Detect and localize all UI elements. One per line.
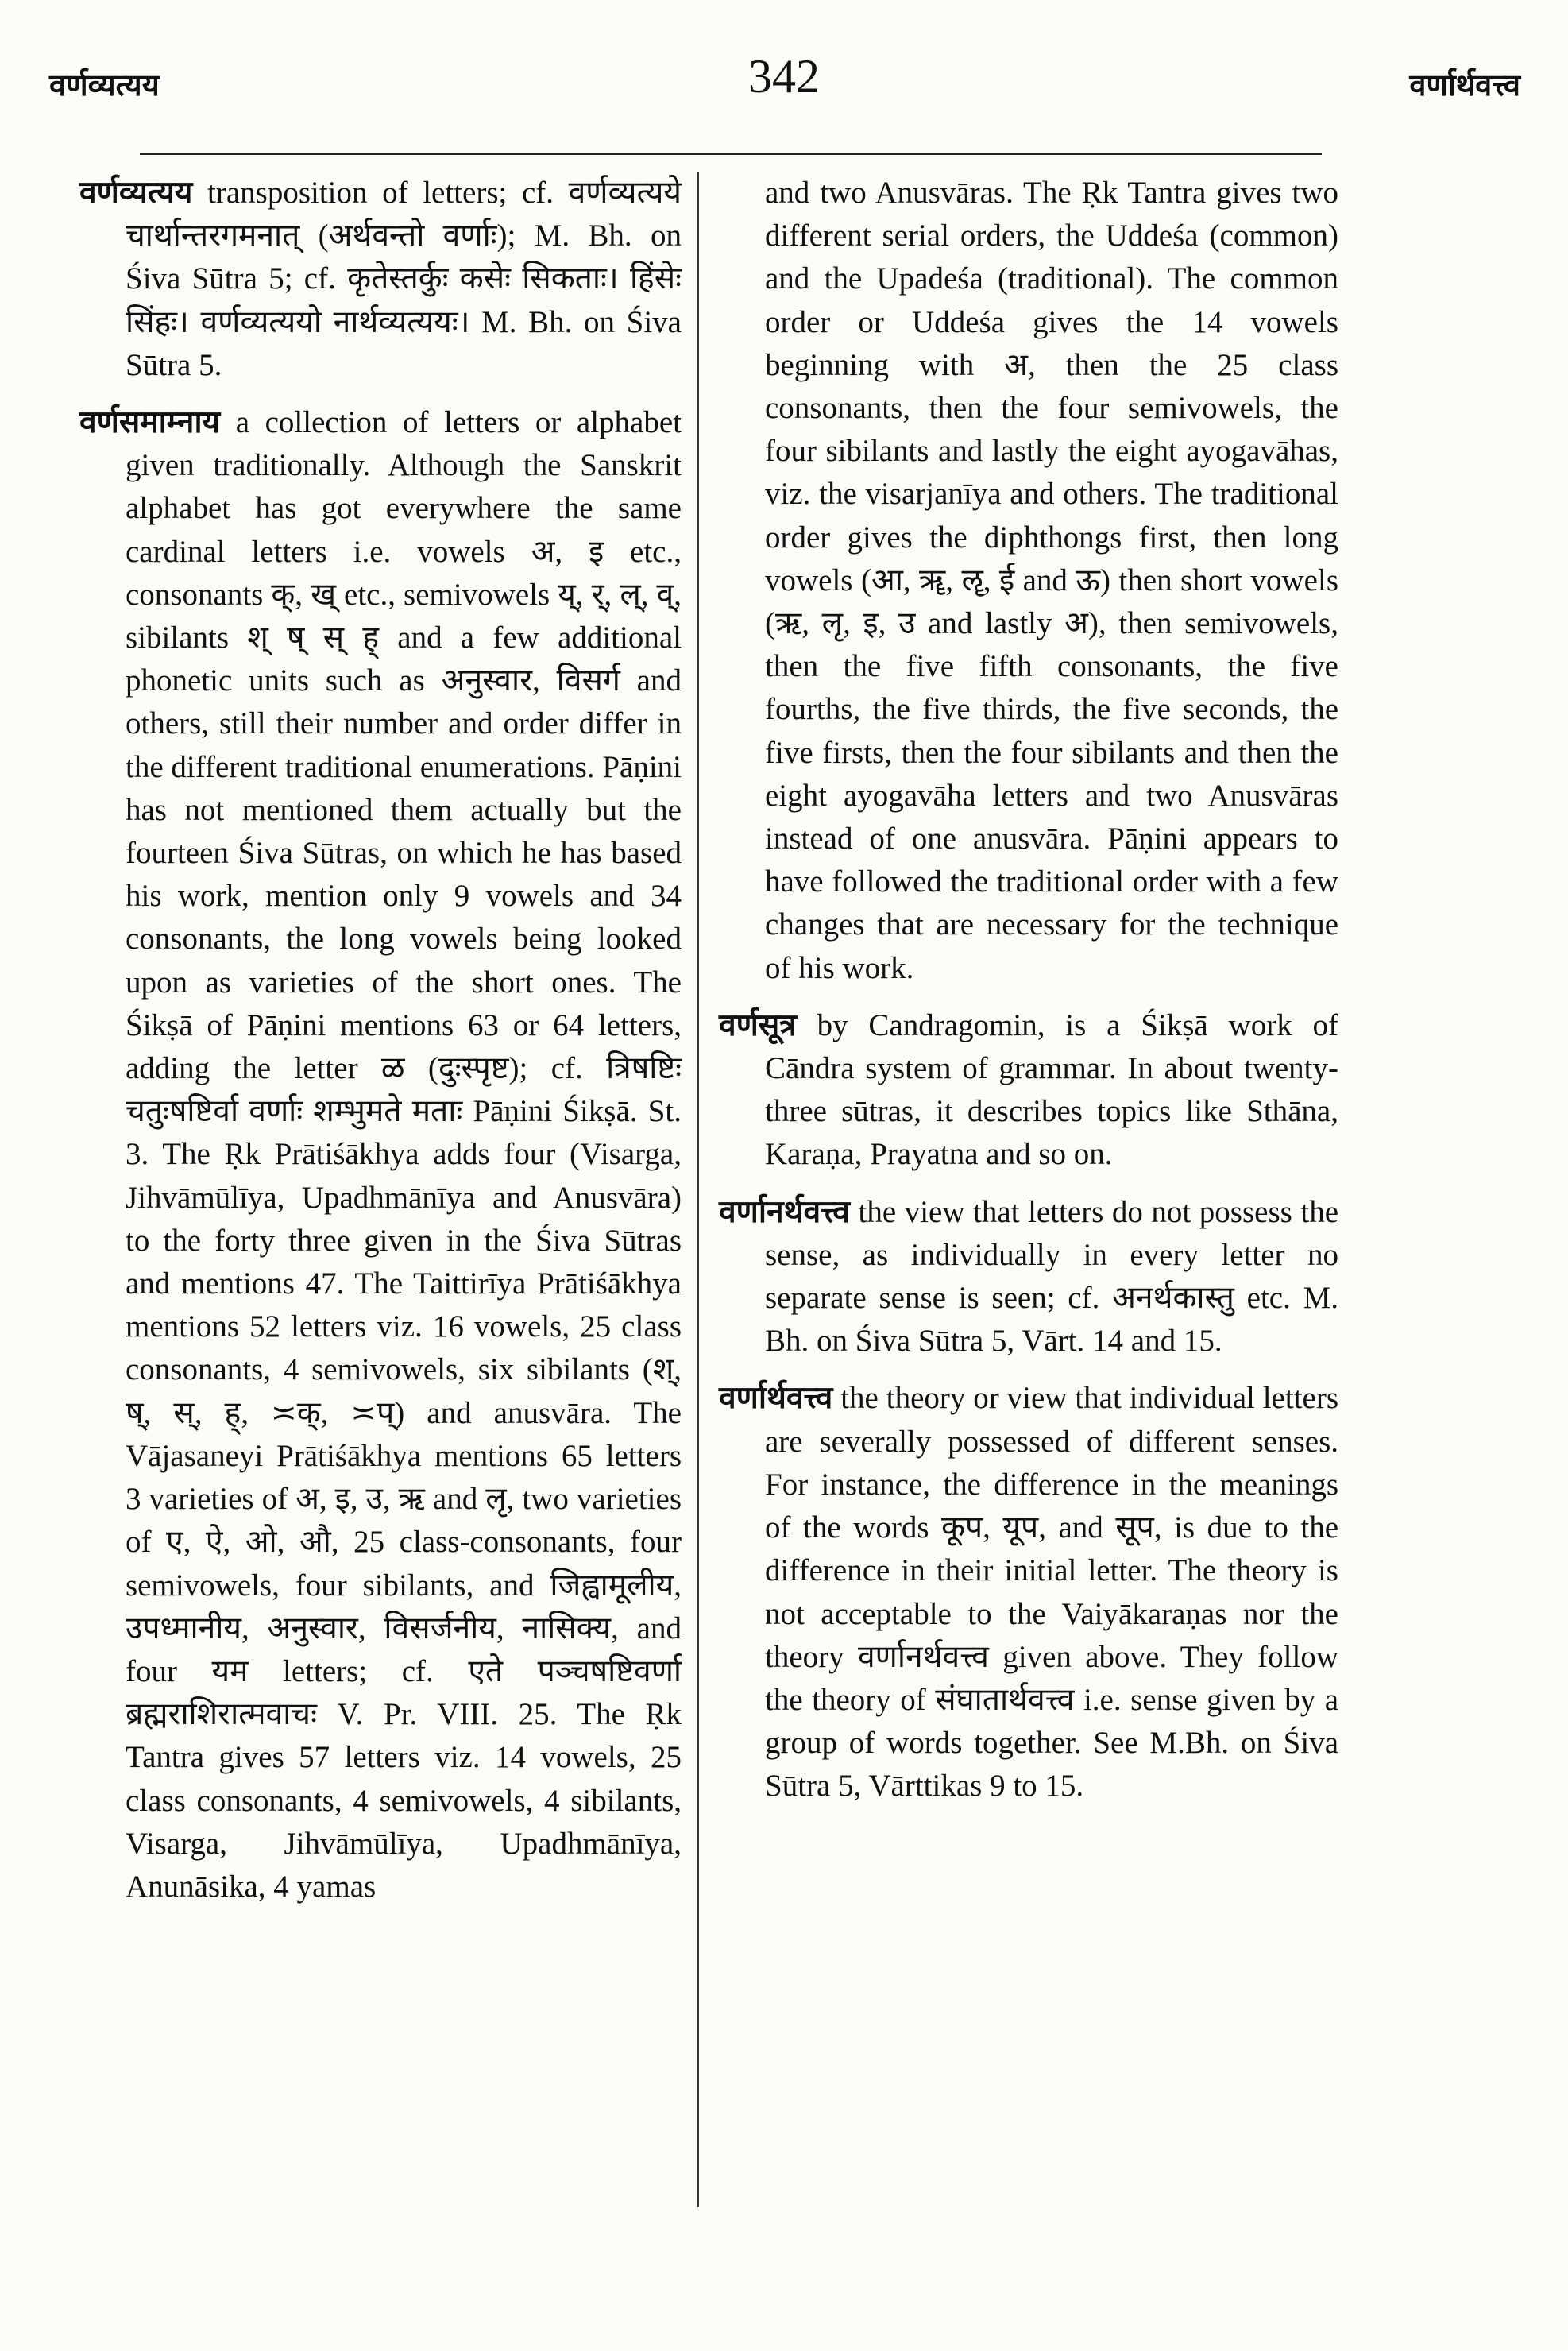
right-column <box>719 172 1338 1808</box>
entry-text: transposition of letters; cf. वर्णव्यत्यये चार्थान्तरगमनात् (अर्थवन्तो वर्णाः); M. Bh. on Śiva Sūtra 5; cf. कृतेस्तर्कुः कसेः सिकताः। हिंसेः सिंहः। वर्णव्यत्ययो नार्थव्यत्ययः। M. Bh. on Śiva Sūtra 5. <box>126 176 682 382</box>
page-number: 342 <box>748 50 820 102</box>
entry-varnanarthavattva <box>719 1191 1338 1363</box>
entry-text: a collection of letters or alphabet given traditionally. Although the Sanskrit alphabet has got everywhere the same cardinal letters i.e. vowels अ, इ etc., consonants क्, ख् etc., semivowels य्, र्, ल्, व्, sibilants श् ष् स् ह् and a few additional phonetic units such as अनुस्वार, विसर्ग and others, still their number and order differ in the different traditional enumerations. Pāṇini has not mentioned them actually but the fourteen Śiva Sūtras, on which he has based his work, mention only 9 vowels and 34 consonants, the long vowels being looked upon as varieties of the short ones. The Śikṣā of Pāṇini mentions 63 or 64 letters, adding the letter ळ (दुःस्पृष्ट); cf. त्रिषष्टिः चतुःषष्टिर्वा वर्णाः शम्भुमते मताः Pāṇini Śikṣā. St. 3. The Ṛk Prātiśākhya adds four (Visarga, Jihvāmūlīya, Upadhmānīya and Anusvāra) to the forty three given in the Śiva Sūtras and mentions 47. The Taittirīya Prātiśākhya mentions 52 letters viz. 16 vowels, 25 class consonants, 4 semivowels, six sibilants (श्, ष्, स्, ह्, ≍क्, ≍प्) and anusvāra. The Vājasaneyi Prātiśākhya mentions 65 letters 3 varieties of अ, इ, उ, ऋ and लृ, two varieties of ए, ऐ, ओ, औ, 25 class-consonants, four semivowels, four sibilants, and जिह्वामूलीय, उपध्मानीय, अनुस्वार, विसर्जनीय, नासिक्य, and four यम letters; cf. एते पञ्चषष्टिवर्णा ब्रह्मराशिरात्मवाचः V. Pr. VIII. 25. The Ṛk Tantra gives 57 letters viz. 14 vowels, 25 class consonants, 4 semivowels, 4 sibilants, Visarga, Jihvāmūlīya, Upadhmānīya, Anunāsika, 4 yamas <box>126 405 682 1904</box>
entry-headword: वर्णानर्थवत्त्व <box>719 1194 850 1229</box>
left-column <box>79 172 682 1908</box>
column-divider <box>697 172 699 2207</box>
entry-headword: वर्णार्थवत्त्व <box>719 1381 833 1416</box>
entry-text: the view that letters do not possess the sense, as individually in every letter no separate sense is seen; cf. अनर्थकास्तु etc. M. Bh. on Śiva Sūtra 5, Vārt. 14 and 15. <box>765 1194 1339 1359</box>
entry-text: the theory or view that individual letters are severally possessed of different senses. For instance, the difference in the meanings of the words कूप, यूप, and सूप, is due to the difference in their initial letter. The theory is not acceptable to the Vaiyākaraṇas nor the theory वर्णानर्थवत्त्व given above. They follow the theory of संघातार्थवत्त्व i.e. sense given by a group of words together. See M.Bh. on Śiva Sūtra 5, Vārttikas 9 to 15. <box>765 1381 1339 1804</box>
entry-text: by Candragomin, is a Śikṣā work of Cāndra system of grammar. In about twenty-three sūtras, it describes topics like Sthāna, Karaṇa, Prayatna and so on. <box>765 1007 1339 1172</box>
entry-continuation: and two Anusvāras. The Ṛk Tantra gives two different serial orders, the Uddeśa (common) and the Upadeśa (traditional). The common order or Uddeśa gives the 14 vowels beginning with अ, then the 25 class consonants, then the four semivowels, the four sibilants and lastly the eight ayogavāhas, viz. the visarjanīya and others. The traditional order gives the diphthongs first, then long vowels (आ, ॠ, ॡ, ई and ऊ) then short vowels (ऋ, लृ, इ, उ and lastly अ), then semivowels, then the five fifth consonants, the five fourths, the five thirds, the five seconds, the five firsts, then the four sibilants and then the eight ayogavāha letters and two Anusvāras instead of one anusvāra. Pāṇini appears to have followed the traditional order with a few changes that are necessary for the technique of his work. <box>765 176 1338 985</box>
entry-headword: वर्णव्यत्यय <box>79 176 193 210</box>
running-head-right: वर्णार्थवत्त्व <box>1409 69 1520 102</box>
entry-varnavyatyaya <box>79 172 682 387</box>
entry-headword: वर्णसूत्र <box>719 1007 797 1042</box>
entry-varnasamamnaya <box>79 401 682 1908</box>
entry-varnasutra <box>719 1004 1338 1177</box>
header-rule <box>140 153 1322 155</box>
entry-headword: वर्णसमाम्नाय <box>79 405 221 440</box>
running-head <box>0 49 1568 113</box>
entry-varnarthavattva <box>719 1377 1338 1808</box>
running-head-left: वर्णव्यत्यय <box>49 69 160 102</box>
